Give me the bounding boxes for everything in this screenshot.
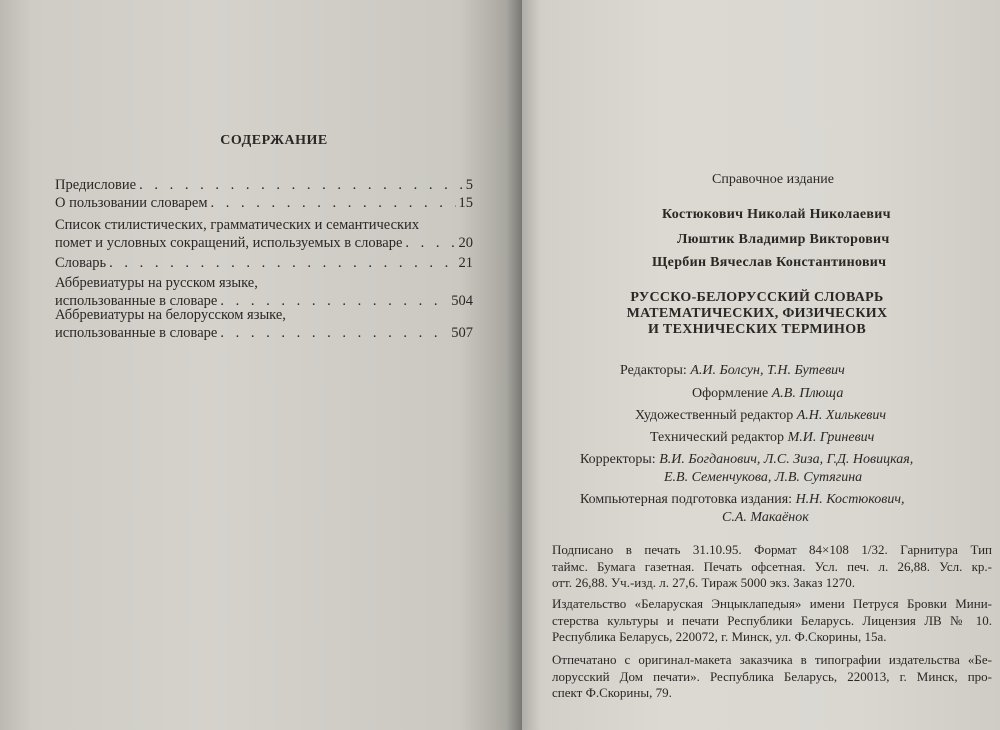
toc-page-number: 504 (451, 293, 473, 309)
credit-names: А.В. Плюща (771, 386, 844, 401)
credit-names: С.А. Макаёнок (722, 510, 809, 525)
credit-names: Е.В. Семенчукова, Л.В. Сутягина (664, 470, 863, 485)
credit-names: Н.Н. Костюкович, (795, 492, 905, 507)
author-3: Щербин Вячеслав Константинович (652, 255, 887, 270)
right-page (522, 0, 1000, 730)
toc-page-number: 15 (458, 195, 473, 211)
toc-entry-text: О пользовании словарем (55, 195, 208, 211)
toc-page-number: 21 (458, 255, 473, 271)
toc-entry-text: Список стилистических, грамматических и семантических (55, 217, 420, 233)
toc-entry-abbreviations-list (55, 216, 473, 252)
credit-editors (620, 363, 845, 379)
printing-info-line: Отпечатано с оригинал-макета заказчика в типографии издательства «Бе- (552, 652, 992, 667)
book-title-line: РУССКО-БЕЛОРУССКИЙ СЛОВАРЬ (630, 290, 884, 305)
toc-entry-text: Аббревиатуры на белорусском языке, (55, 307, 286, 323)
credit-label: Корректоры: (580, 452, 656, 467)
toc-entry-text: Аббревиатуры на русском языке, (55, 275, 258, 291)
toc-entry-preface (55, 176, 473, 194)
print-info-line: отт. 26,88. Уч.-изд. л. 27,6. Тираж 5000 экз. Заказ 1270. (552, 575, 855, 590)
printing-info-line: лорусский Дом печати». Республика Беларусь, 220013, г. Минск, про- (552, 668, 992, 684)
toc-entry-text: Словарь (55, 255, 107, 271)
toc-entry-russian-abbreviations (55, 274, 473, 310)
credit-label: Технический редактор (650, 430, 785, 445)
publisher-info-line: Республика Беларусь, 220072, г. Минск, ул. Ф.Скорины, 15а. (552, 629, 887, 644)
credit-label: Компьютерная подготовка издания: (580, 492, 793, 507)
credit-computer-prep (580, 492, 905, 508)
author-2: Люштик Владимир Викторович (677, 232, 890, 247)
credit-tech-editor (650, 430, 874, 446)
toc-entry-usage (55, 194, 473, 212)
publisher-info-line: Издательство «Беларуская Энцыклапедыя» имени Петруся Бровки Мини- (552, 596, 992, 611)
toc-entry-text: использованные в словаре (55, 293, 218, 309)
credit-design (692, 386, 843, 402)
credit-names: А.И. Болсун, Т.Н. Бутевич (690, 363, 845, 378)
credit-proofreaders-cont (664, 470, 862, 486)
toc-title: СОДЕРЖАНИЕ (220, 133, 328, 148)
print-info-line: Подписано в печать 31.10.95. Формат 84×108 1/32. Гарнитура Тип (552, 542, 992, 557)
credit-label: Художественный редактор (635, 408, 794, 423)
toc-page-number: 20 (458, 235, 473, 251)
credit-proofreaders (580, 452, 913, 468)
credit-names: В.И. Богданович, Л.С. Зиза, Г.Д. Новицкая, (659, 452, 914, 467)
publisher-info (552, 596, 992, 646)
printing-info (552, 652, 992, 702)
credit-label: Оформление (692, 386, 769, 401)
publisher-info-line: стерства культуры и печати Республики Беларусь. Лицензия ЛВ № 10. (552, 612, 992, 628)
toc-entry-belarusian-abbreviations (55, 306, 473, 342)
toc-entry-text: Предисловие (55, 177, 137, 193)
book-title-line: И ТЕХНИЧЕСКИХ ТЕРМИНОВ (647, 322, 867, 337)
print-info-line: таймс. Бумага газетная. Печать офсетная. Усл. печ. л. 26,88. Усл. кр.- (552, 558, 992, 574)
print-info (552, 542, 992, 592)
toc-entry-text: использованные в словаре (55, 325, 218, 341)
toc-page-number: 5 (465, 177, 473, 193)
toc-entry-text: помет и условных сокращений, используемых в словаре (55, 235, 403, 251)
toc-entry-dictionary (55, 254, 473, 272)
toc-page-number: 507 (451, 325, 473, 341)
author-1: Костюкович Николай Николаевич (662, 207, 891, 222)
printing-info-line: спект Ф.Скорины, 79. (552, 685, 672, 700)
book-title (582, 290, 932, 338)
edition-type: Справочное издание (712, 172, 834, 187)
credit-names: А.Н. Хилькевич (796, 408, 887, 423)
credit-names: М.И. Гриневич (787, 430, 875, 445)
credit-label: Редакторы: (620, 363, 687, 378)
credit-art-editor (635, 408, 886, 424)
book-title-line: МАТЕМАТИЧЕСКИХ, ФИЗИЧЕСКИХ (626, 306, 888, 321)
credit-computer-prep-cont (722, 510, 809, 526)
